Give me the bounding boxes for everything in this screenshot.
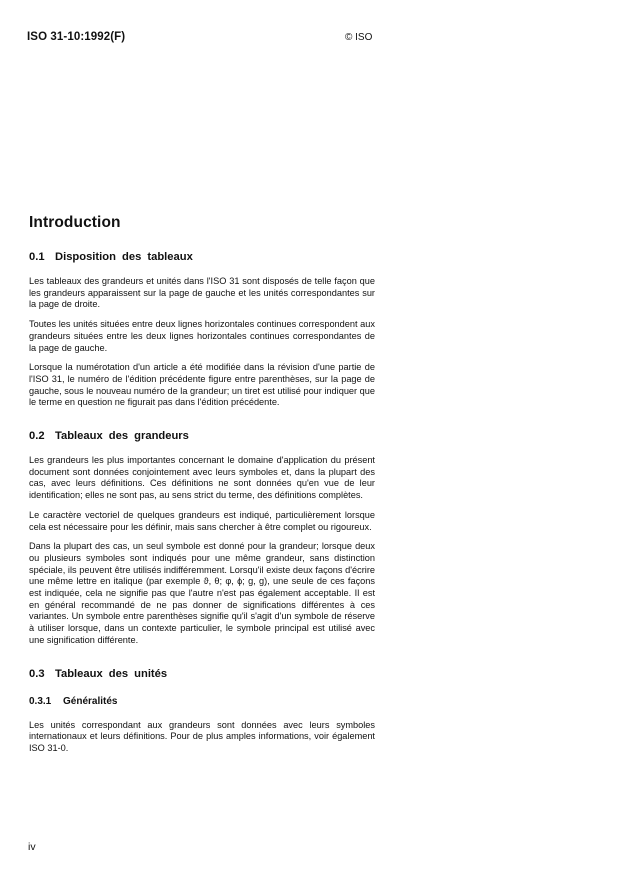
section-number: 0.3 (29, 667, 45, 680)
section-number: 0.2 (29, 430, 45, 443)
paragraph: Le caractère vectoriel de quelques grandeurs est indiqué, particulièrement lorsque cela est nécessaire pour les définir, mais sans chercher à être complet ou rigoureux. (29, 509, 375, 532)
section-heading-0-1 (29, 251, 375, 263)
copyright-notice: © ISO (345, 32, 373, 43)
section-title: Disposition des tableaux (55, 251, 193, 263)
section-spacer (29, 655, 375, 668)
section-heading-0-3 (29, 668, 375, 680)
subsection-heading-0-3-1 (29, 696, 375, 707)
paragraph: Dans la plupart des cas, un seul symbole est donné pour la grandeur; lorsque deux ou plusieurs symboles sont indiqués pour une même grandeur, sans distinction spéciale, ils peuvent être utilisés indifféremment. Lorsqu'il existe deux façons d'écrire une même lettre en italique (par exemple ϑ, θ; φ, ϕ; g, g), une seule de ces façons est indiquée, cela ne signifie pas que l'autre n'est pas également acceptable. Il est en général recommandé de ne pas donner de significations différentes à ces variantes. Un symbole entre parenthèses signifie qu'il s'agit d'un symbole de réserve à utiliser lorsque, dans un contexte particulier, le symbole principal est utilisé avec une signification différente. (29, 541, 375, 645)
section-heading-0-2 (29, 430, 375, 442)
paragraph: Les grandeurs les plus importantes concernant le domaine d'application du présent document sont données conjointement avec leurs symboles et, dans la plupart des cas, avec leurs définitions. Ces définitions ne sont données qu'en vue de leur identification; elles ne sont pas, au sens strict du terme, des définitions complètes. (29, 455, 375, 501)
paragraph: Les tableaux des grandeurs et unités dans l'ISO 31 sont disposés de telle façon que les grandeurs apparaissent sur la page de gauche et les unités correspondantes sur la page de droite. (29, 276, 375, 310)
subsection-number: 0.3.1 (29, 695, 52, 707)
paragraph: Lorsque la numérotation d'un article a été modifiée dans la révision d'une partie de l'ISO 31, le numéro de l'édition précédente figure entre parenthèses, sur la page de gauche, sous le nouveau numéro de la grandeur; un tiret est utilisé pour indiquer que le terme en question ne figurait pas dans l'édition précédente. (29, 362, 375, 408)
subsection-title: Généralités (63, 695, 118, 707)
page-title: Introduction (29, 214, 121, 231)
paragraph: Les unités correspondant aux grandeurs sont données avec leurs symboles internationaux et leurs définitions. Pour de plus amples informations, voir également ISO 31-0. (29, 719, 375, 753)
document-identifier: ISO 31-10:1992(F) (27, 31, 126, 43)
section-title: Tableaux des grandeurs (55, 430, 189, 443)
section-title: Tableaux des unités (55, 667, 168, 680)
section-spacer (29, 417, 375, 430)
page-number: iv (28, 841, 36, 853)
section-number: 0.1 (29, 251, 45, 263)
paragraph: Toutes les unités situées entre deux lignes horizontales continues correspondent aux grandeurs situées entre les deux lignes horizontales continues correspondantes de la page de gauche. (29, 319, 375, 353)
page-body (29, 214, 375, 763)
